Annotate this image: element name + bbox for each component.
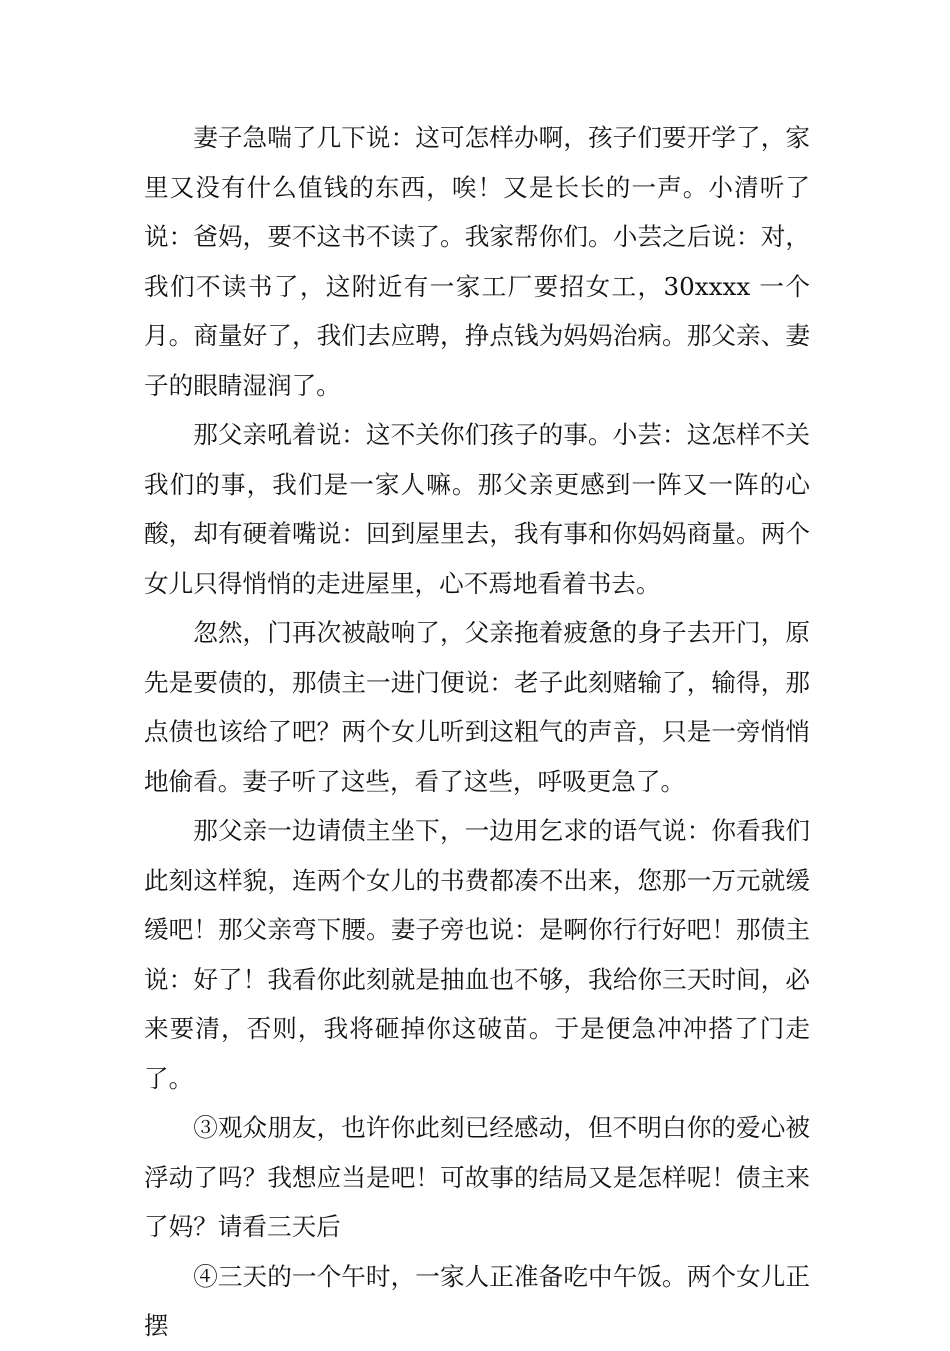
paragraph-wife-worried: 妻子急喘了几下说：这可怎样办啊，孩子们要开学了，家里又没有什么值钱的东西，唉！又是长长的一声。小清听了说：爸妈，要不这书不读了。我家帮你们。小芸之后说：对，我们不读书了，这附近有一家工厂要招女工，30xxxx 一个月。商量好了，我们去应聘，挣点钱为妈妈治病。那父亲、妻子的眼睛湿润了。 [144, 123, 810, 400]
paragraph-three-days-later: ④三天的一个午时，一家人正准备吃中午饭。两个女儿正摆 [144, 1261, 810, 1340]
document-body [144, 113, 810, 1351]
paragraph-creditor-arrives: 忽然，门再次被敲响了，父亲拖着疲惫的身子去开门，原先是要债的，那债主一进门便说：老子此刻赌输了，输得，那点债也该给了吧？两个女儿听到这粗气的声音，只是一旁悄悄地偷看。妻子听了这些，看了这些，呼吸更急了。 [144, 618, 810, 796]
paragraph-father-pleads: 那父亲一边请债主坐下，一边用乞求的语气说：你看我们此刻这样貌，连两个女儿的书费都凑不出来，您那一万元就缓缓吧！那父亲弯下腰。妻子旁也说：是啊你行行好吧！那债主说：好了！我看你此刻就是抽血也不够，我给你三天时间，必来要清，否则，我将砸掉你这破苗。于是便急冲冲搭了门走了。 [144, 816, 810, 1093]
paragraph-father-shouts: 那父亲吼着说：这不关你们孩子的事。小芸：这怎样不关我们的事，我们是一家人嘛。那父亲更感到一阵又一阵的心酸，却有硬着嘴说：回到屋里去，我有事和你妈妈商量。两个女儿只得悄悄的走进屋里，心不焉地看着书去。 [144, 420, 810, 598]
paragraph-narrator-aside: ③观众朋友，也许你此刻已经感动，但不明白你的爱心被浮动了吗？我想应当是吧！可故事的结局又是怎样呢！债主来了妈？请看三天后 [144, 1113, 810, 1241]
